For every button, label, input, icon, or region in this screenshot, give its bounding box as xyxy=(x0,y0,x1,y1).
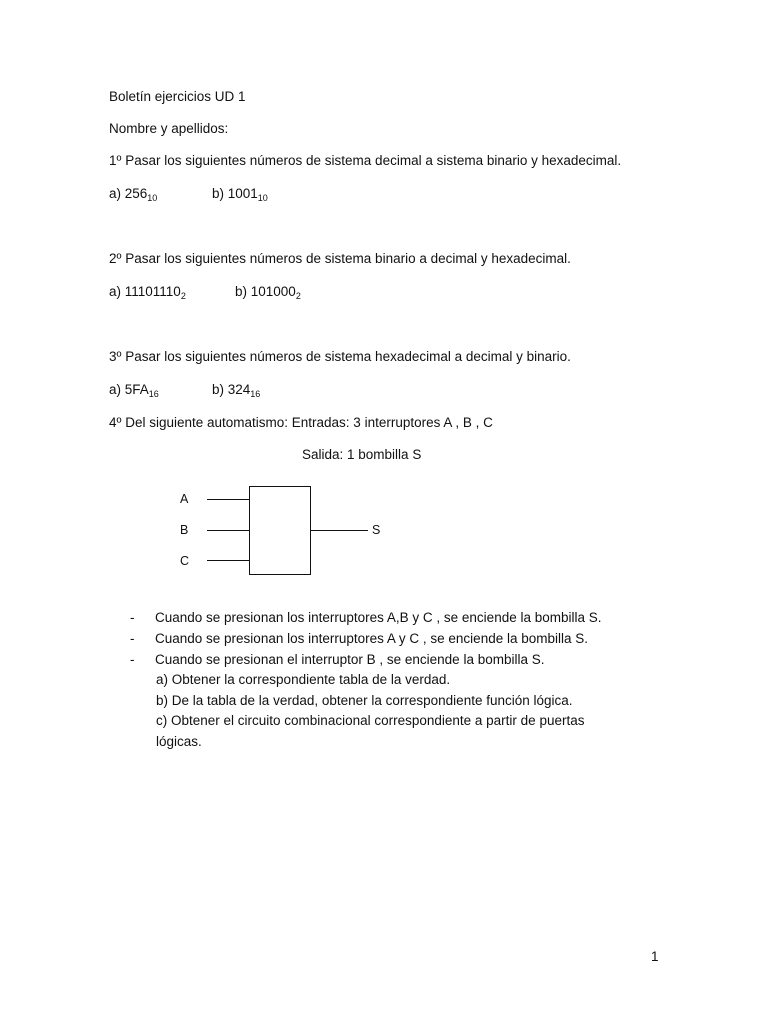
question-a: a) Obtener la correspondiente tabla de la verdad. xyxy=(156,672,451,687)
exercise-2-item-a: a) $11101110_2$ xyxy=(109,284,186,301)
page-number: 1 xyxy=(651,949,659,964)
exercise-1-item-a: a) $256_{10}$ xyxy=(109,186,158,203)
question-c-continuation: lógicas. xyxy=(156,734,202,749)
input-c-label: C xyxy=(180,554,190,568)
exercise-4-statement: 4º Del siguiente automatismo: Entradas: 3 interruptores A , B , C xyxy=(109,415,493,430)
exercise-3-statement: 3º Pasar los siguientes números de sistema hexadecimal a decimal y binario. xyxy=(109,349,571,364)
bullet-marker: - xyxy=(130,610,135,625)
input-b-label: B xyxy=(180,523,189,537)
condition-item: Cuando se presionan los interruptores A,B y C , se enciende la bombilla S. xyxy=(155,610,602,625)
exercise-1-item-b: b) $1001_{10}$ xyxy=(212,186,268,203)
bullet-marker: - xyxy=(130,652,135,667)
exercise-1-statement: 1º Pasar los siguientes números de sistema decimal a sistema binario y hexadecimal. xyxy=(109,153,622,168)
exercise-3-item-a: a) $5FA_{16}$ xyxy=(109,382,159,399)
name-label: Nombre y apellidos: xyxy=(109,121,229,136)
bullet-marker: - xyxy=(130,631,135,646)
exercise-2-statement: 2º Pasar los siguientes números de sistema binario a decimal y hexadecimal. xyxy=(109,251,571,266)
question-b: b) De la tabla de la verdad, obtener la correspondiente función lógica. xyxy=(156,693,573,708)
document-title: Boletín ejercicios UD 1 xyxy=(109,89,246,104)
condition-item: Cuando se presionan el interruptor B , se enciende la bombilla S. xyxy=(155,652,545,667)
condition-item: Cuando se presionan los interruptores A y C , se enciende la bombilla S. xyxy=(155,631,589,646)
input-a-label: A xyxy=(180,492,189,506)
logic-block xyxy=(250,487,311,575)
exercise-2-item-b: b) $101000_2$ xyxy=(235,284,301,301)
exercise-4-output-line: Salida: 1 bombilla S xyxy=(302,447,422,462)
output-s-label: S xyxy=(372,523,381,537)
exercise-3-item-b: b) $324_{16}$ xyxy=(212,382,261,399)
question-c: c) Obtener el circuito combinacional correspondiente a partir de puertas xyxy=(156,713,585,728)
